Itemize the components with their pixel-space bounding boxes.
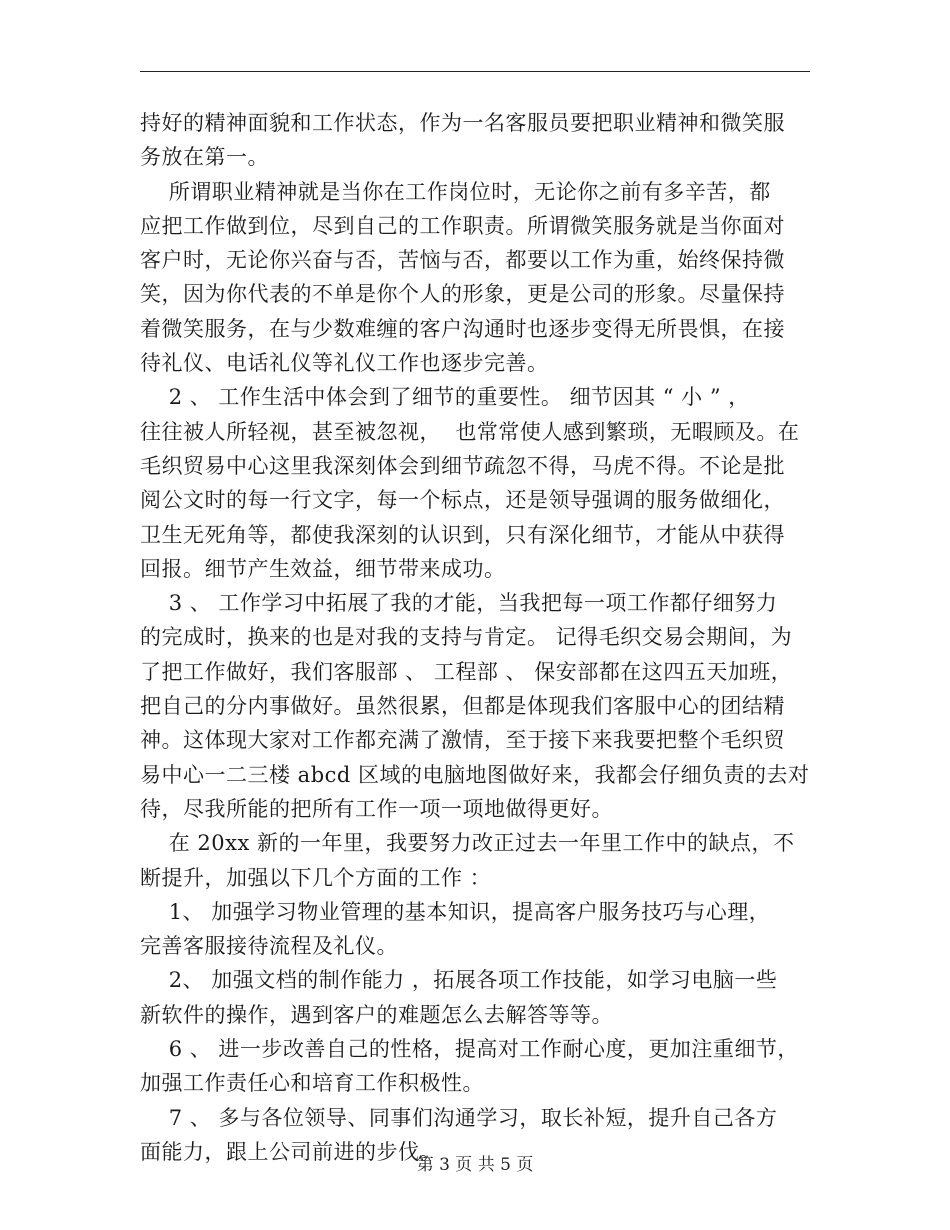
text-line: 新软件的操作，遇到客户的难题怎么去解答等等。: [140, 1002, 613, 1027]
text-line: 客户时，无论你兴奋与否，苦恼与否，都要以工作为重，始终保持微: [140, 248, 785, 273]
text-line: 待礼仪、电话礼仪等礼仪工作也逐步完善。: [140, 351, 549, 376]
body-text: [140, 106, 830, 1169]
text-line: 面能力，跟上公司前进的步伐。: [140, 1139, 441, 1164]
page-number-footer: 第 3 页 共 5 页: [416, 1155, 534, 1175]
text-line: 了把工作做好，我们客服部 、 工程部 、 保安部都在这四五天加班，: [140, 659, 793, 684]
text-line: 待，尽我所能的把所有工作一项一项地做得更好。: [140, 796, 613, 821]
text-line: 的完成时，换来的也是对我的支持与肯定。 记得毛织交易会期间，为: [140, 625, 793, 650]
text-line: 把自己的分内事做好。虽然很累，但都是体现我们客服中心的团结精: [140, 694, 785, 719]
text-line: 1、 加强学习物业管理的基本知识，提高客户服务技巧与心理，: [140, 899, 771, 924]
text-line: 着微笑服务，在与少数难缠的客户沟通时也逐步变得无所畏惧，在接: [140, 316, 785, 341]
text-line: 笑，因为你代表的不单是你个人的形象，更是公司的形象。尽量保持: [140, 282, 785, 307]
text-line: 加强工作责任心和培育工作积极性。: [140, 1071, 484, 1096]
text-line: 神。这体现大家对工作都充满了激情，至于接下来我要把整个毛织贸: [140, 728, 785, 753]
text-line: 卫生无死角等，都使我深刻的认识到，只有深化细节，才能从中获得: [140, 522, 785, 547]
text-line: 所谓职业精神就是当你在工作岗位时，无论你之前有多辛苦，都: [140, 179, 771, 204]
text-line: 持好的精神面貌和工作状态，作为一名客服员要把职业精神和微笑服: [140, 111, 785, 135]
text-line: 2 、 工作生活中体会到了细节的重要性。 细节因其 “ 小 ” ，: [140, 385, 750, 410]
text-line: 毛织贸易中心这里我深刻体会到细节疏忽不得，马虎不得。不论是批: [140, 453, 785, 478]
text-line: 3 、 工作学习中拓展了我的才能，当我把每一项工作都仔细努力: [140, 591, 778, 616]
text-line: 回报。细节产生效益，细节带来成功。: [140, 556, 506, 581]
text-line: 断提升，加强以下几个方面的工作 ：: [140, 865, 492, 890]
text-line: 务放在第一。: [140, 145, 269, 170]
text-line: 7 、 多与各位领导、同事们沟通学习，取长补短，提升自己各方: [140, 1105, 778, 1130]
text-line: 易中心一二三楼 abcd 区域的电脑地图做好来，我都会仔细负责的去对: [140, 762, 810, 787]
text-line: 在 20xx 新的一年里，我要努力改正过去一年里工作中的缺点，不: [140, 831, 795, 856]
text-line: 应把工作做到位，尽到自己的工作职责。所谓微笑服务就是当你面对: [140, 213, 785, 238]
text-line: 往往被人所轻视，甚至被忽视， 也常常使人感到繁琐，无暇顾及。在: [140, 419, 800, 444]
text-line: 2、 加强文档的制作能力 ，拓展各项工作技能，如学习电脑一些: [140, 968, 778, 993]
text-line: 完善客服接待流程及礼仪。: [140, 934, 398, 959]
header-rule: [140, 71, 810, 72]
text-line: 6 、 进一步改善自己的性格，提高对工作耐心度，更加注重细节，: [140, 1037, 799, 1062]
text-line: 阅公文时的每一行文字，每一个标点，还是领导强调的服务做细化，: [140, 488, 785, 513]
